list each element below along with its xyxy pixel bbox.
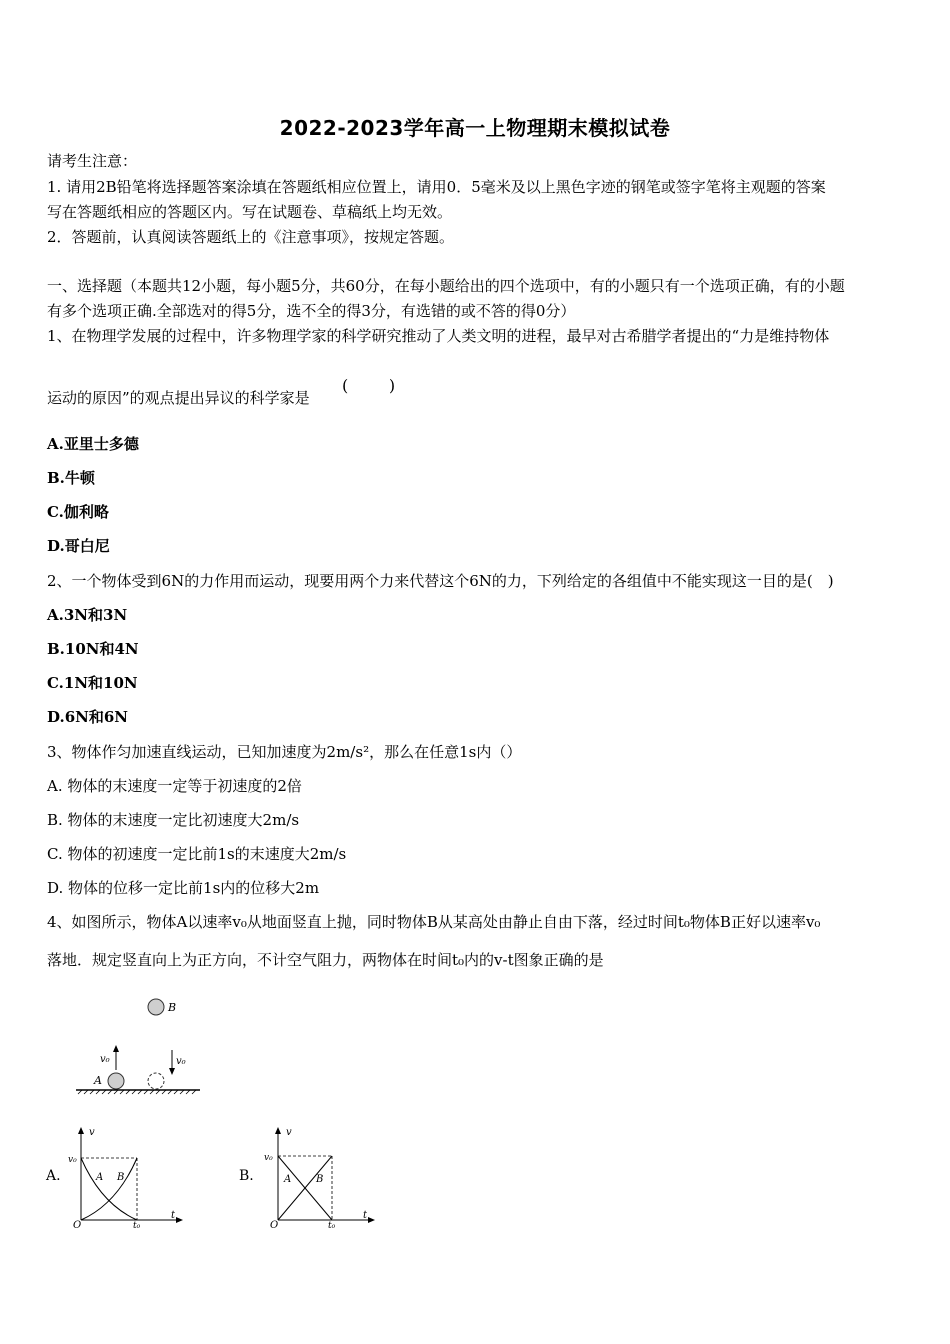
notice-item-1-line-2: 写在答题纸相应的答题区内。写在试题卷、草稿纸上均无效。 — [47, 203, 453, 221]
q2-option-d: D.6N和6N — [47, 708, 128, 726]
q1-stem-line-2: 运动的原因”的观点提出异议的科学家是 — [47, 389, 310, 407]
q2-option-a: A.3N和3N — [47, 606, 128, 624]
v0-tick-label: v₀ — [264, 1153, 273, 1163]
q4-option-a-label: A. — [46, 1168, 61, 1184]
section-instructions-line-1: 一、选择题（本题共12小题，每小题5分，共60分，在每小题给出的四个选项中，有的小题只有一个选项正确，有的小题 — [47, 277, 845, 295]
q4-scene-figure — [70, 990, 210, 1100]
q4-option-b-graph — [260, 1122, 385, 1232]
v0-up-arrowhead — [113, 1045, 119, 1052]
q4-option-a-graph — [65, 1122, 190, 1232]
v-axis-label: v — [286, 1127, 292, 1138]
v-axis-label: v — [89, 1127, 95, 1138]
q1-answer-blank: ( ) — [342, 376, 396, 395]
q1-stem-line-1: 1、在物理学发展的过程中，许多物理学家的科学研究推动了人类文明的进程，最早对古希腊学者提出的“力是维持物体 — [47, 327, 830, 345]
curve-a — [81, 1158, 137, 1220]
q4-stem-line-1: 4、如图所示，物体A以速率v₀从地面竖直上抛，同时物体B从某高处由静止自由下落，经过时间t₀物体B正好以速率v₀ — [47, 913, 821, 931]
t0-tick-label: t₀ — [328, 1221, 336, 1231]
q1-option-c: C.伽利略 — [47, 503, 109, 521]
v0-tick-label: v₀ — [68, 1155, 77, 1165]
q4-stem-line-2: 落地．规定竖直向上为正方向，不计空气阻力，两物体在时间t₀内的v-t图象正确的是 — [47, 951, 604, 969]
t-axis-label: t — [171, 1210, 176, 1221]
v-axis-arrowhead — [78, 1127, 84, 1134]
v0-up-label: v₀ — [100, 1054, 110, 1065]
ball-b — [148, 999, 164, 1015]
notice-item-1-line-1: 1. 请用2B铅笔将选择题答案涂填在答题纸相应位置上，请用0．5毫米及以上黑色字迹的钢笔或签字笔将主观题的答案 — [47, 178, 826, 196]
q4-option-b-label: B. — [239, 1168, 254, 1184]
ball-b-label: B — [168, 1001, 177, 1014]
t-axis-arrowhead — [368, 1217, 375, 1223]
t0-tick-label: t₀ — [133, 1221, 141, 1231]
origin-label: O — [270, 1220, 279, 1231]
v-axis-arrowhead — [275, 1127, 281, 1134]
ball-b-landing — [148, 1073, 164, 1089]
q3-option-b: B. 物体的末速度一定比初速度大2m/s — [47, 811, 300, 829]
q3-option-d: D. 物体的位移一定比前1s内的位移大2m — [47, 879, 320, 897]
q2-option-b: B.10N和4N — [47, 640, 139, 658]
curve-b-label: B — [117, 1172, 125, 1183]
q1-option-b: B.牛顿 — [47, 469, 95, 487]
line-a-label: A — [284, 1174, 292, 1185]
ball-a-label: A — [94, 1074, 102, 1087]
q2-option-c: C.1N和10N — [47, 674, 138, 692]
page-title: 2022-2023学年高一上物理期末模拟试卷 — [279, 116, 671, 140]
q3-stem: 3、物体作匀加速直线运动，已知加速度为2m/s²，那么在任意1s内（） — [47, 743, 522, 761]
q1-option-d: D.哥白尼 — [47, 537, 110, 555]
ball-a — [108, 1073, 124, 1089]
section-instructions-line-2: 有多个选项正确.全部选对的得5分，选不全的得3分，有选错的或不答的得0分） — [47, 302, 576, 320]
q1-option-a: A.亚里士多德 — [47, 435, 139, 453]
v0-down-arrowhead — [169, 1068, 175, 1075]
curve-b — [81, 1158, 137, 1220]
t-axis-label: t — [363, 1210, 368, 1221]
notice-heading: 请考生注意： — [47, 152, 138, 170]
t-axis-arrowhead — [176, 1217, 183, 1223]
origin-label: O — [73, 1220, 82, 1231]
q3-option-c: C. 物体的初速度一定比前1s的末速度大2m/s — [47, 845, 347, 863]
v0-down-label: v₀ — [176, 1056, 186, 1067]
notice-item-2: 2．答题前，认真阅读答题纸上的《注意事项》，按规定答题。 — [47, 228, 455, 246]
curve-a-label: A — [96, 1172, 104, 1183]
q3-option-a: A. 物体的末速度一定等于初速度的2倍 — [47, 777, 302, 795]
line-b-label: B — [316, 1174, 324, 1185]
q2-stem: 2、一个物体受到6N的力作用而运动，现要用两个力来代替这个6N的力，下列给定的各组值中不能实现这一目的是( ) — [47, 572, 834, 590]
